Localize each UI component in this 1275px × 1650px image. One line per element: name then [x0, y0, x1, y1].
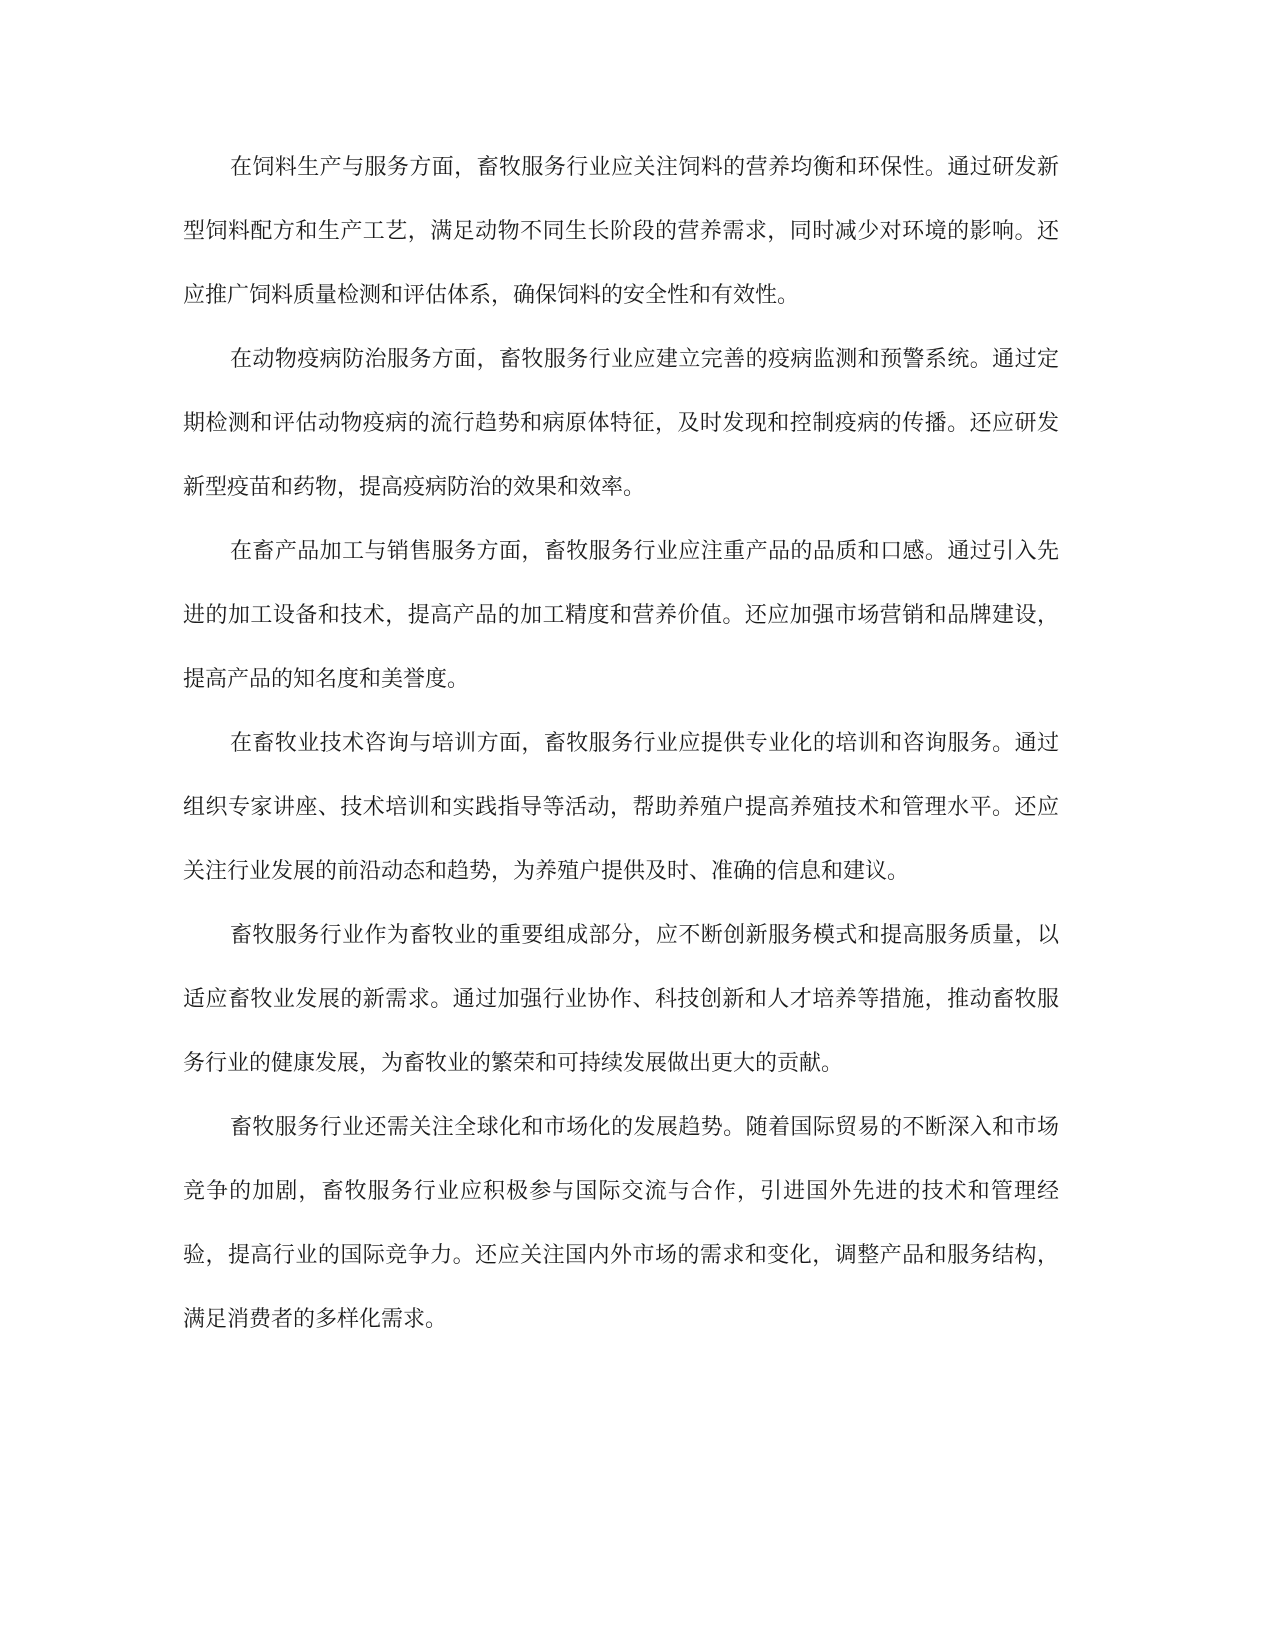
paragraph-industry-role: 畜牧服务行业作为畜牧业的重要组成部分，应不断创新服务模式和提高服务质量，以适应畜牧业发展的新需求。通过加强行业协作、科技创新和人才培养等措施，推动畜牧服务行业的健康发展，为畜牧业的繁荣和可持续发展做出更大的贡献。 [183, 923, 1059, 1076]
paragraph-feed-production: 在饲料生产与服务方面，畜牧服务行业应关注饲料的营养均衡和环保性。通过研发新型饲料配方和生产工艺，满足动物不同生长阶段的营养需求，同时减少对环境的影响。还应推广饲料质量检测和评估体系，确保饲料的安全性和有效性。 [183, 155, 1059, 308]
paragraph-disease-prevention: 在动物疫病防治服务方面，畜牧服务行业应建立完善的疫病监测和预警系统。通过定期检测和评估动物疫病的流行趋势和病原体特征，及时发现和控制疫病的传播。还应研发新型疫苗和药物，提高疫病防治的效果和效率。 [183, 347, 1059, 500]
paragraph-product-processing: 在畜产品加工与销售服务方面，畜牧服务行业应注重产品的品质和口感。通过引入先进的加工设备和技术，提高产品的加工精度和营养价值。还应加强市场营销和品牌建设，提高产品的知名度和美誉度。 [183, 539, 1059, 692]
paragraph-globalization: 畜牧服务行业还需关注全球化和市场化的发展趋势。随着国际贸易的不断深入和市场竞争的加剧，畜牧服务行业应积极参与国际交流与合作，引进国外先进的技术和管理经验，提高行业的国际竞争力。还应关注国内外市场的需求和变化，调整产品和服务结构，满足消费者的多样化需求。 [183, 1115, 1059, 1332]
document-body [183, 136, 1059, 1352]
paragraph-technical-consulting: 在畜牧业技术咨询与培训方面，畜牧服务行业应提供专业化的培训和咨询服务。通过组织专家讲座、技术培训和实践指导等活动，帮助养殖户提高养殖技术和管理水平。还应关注行业发展的前沿动态和趋势，为养殖户提供及时、准确的信息和建议。 [183, 731, 1059, 884]
